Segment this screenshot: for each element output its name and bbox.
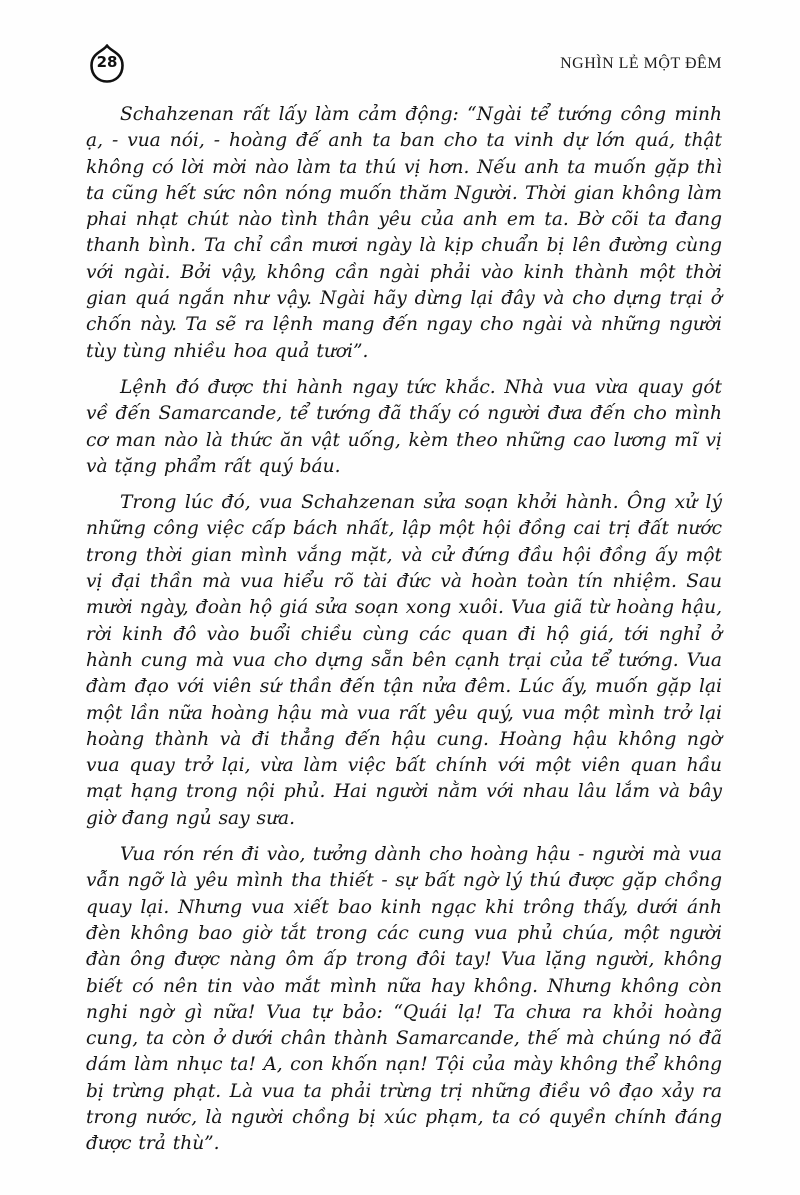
page-body bbox=[86, 102, 722, 1158]
page-number-badge bbox=[86, 43, 128, 85]
running-title: NGHÌN LẺ MỘT ĐÊM bbox=[560, 55, 722, 72]
paragraph: Schahzenan rất lấy làm cảm động: “Ngài tể tướng công minh ạ, - vua nói, - hoàng đế anh ta ban cho ta vinh dự lớn quá, thật không có lời mời nào làm ta thú vị hơn. Nếu anh ta muốn gặp thì ta cũng hết sức nôn nóng muốn thăm Người. Thời gian không làm phai nhạt chút nào tình thân yêu của anh em ta. Bờ cõi ta đang thanh bình. Ta chỉ cần mươi ngày là kịp chuẩn bị lên đường cùng với ngài. Bởi vậy, không cần ngài phải vào kinh thành một thời gian quá ngắn như vậy. Ngài hãy dừng lại đây và cho dựng trại ở chốn này. Ta sẽ ra lệnh mang đến ngay cho ngài và những người tùy tùng nhiều hoa quả tươi”. bbox=[86, 104, 722, 362]
page-header bbox=[86, 42, 722, 86]
paragraph: Trong lúc đó, vua Schahzenan sửa soạn khởi hành. Ông xử lý những công việc cấp bách nhất, lập một hội đồng cai trị đất nước trong thời gian mình vắng mặt, và cử đứng đầu hội đồng ấy một vị đại thần mà vua hiểu rõ tài đức và hoàn toàn tín nhiệm. Sau mười ngày, đoàn hộ giá sửa soạn xong xuôi. Vua giã từ hoàng hậu, rời kinh đô vào buổi chiều cùng các quan đi hộ giá, tới nghỉ ở hành cung mà vua cho dựng sẵn bên cạnh trại của tể tướng. Vua đàm đạo với viên sứ thần đến tận nửa đêm. Lúc ấy, muốn gặp lại một lần nữa hoàng hậu mà vua rất yêu quý, vua một mình trở lại hoàng thành và đi thẳng đến hậu cung. Hoàng hậu không ngờ vua quay trở lại, vừa làm việc bất chính với một viên quan hầu mạt hạng trong nội phủ. Hai người nằm với nhau lâu lắm và bây giờ đang ngủ say sưa. bbox=[86, 492, 722, 829]
paragraph: Lệnh đó được thi hành ngay tức khắc. Nhà vua vừa quay gót về đến Samarcande, tể tướng đã thấy có người đưa đến cho mình cơ man nào là thức ăn vật uống, kèm theo những cao lương mĩ vị và tặng phẩm rất quý báu. bbox=[86, 376, 722, 477]
page-number: 28 bbox=[96, 53, 118, 71]
paragraph: Vua rón rén đi vào, tưởng dành cho hoàng hậu - người mà vua vẫn ngỡ là yêu mình tha thiết - sự bất ngờ lý thú được gặp chồng quay lại. Nhưng vua xiết bao kinh ngạc khi trông thấy, dưới ánh đèn không bao giờ tắt trong các cung vua phủ chúa, một người đàn ông được nàng ôm ấp trong đôi tay! Vua lặng người, không biết có nên tin vào mắt mình nữa hay không. Nhưng không còn nghi ngờ gì nữa! Vua tự bảo: “Quái lạ! Ta chưa ra khỏi hoàng cung, ta còn ở dưới chân thành Samarcande, thế mà chúng nó đã dám làm nhục ta! A, con khốn nạn! Tội của mày không thể không bị trừng phạt. Là vua ta phải trừng trị những điều vô đạo xảy ra trong nước, là người chồng bị xúc phạm, ta có quyền chính đáng được trả thù”. bbox=[86, 844, 722, 1155]
